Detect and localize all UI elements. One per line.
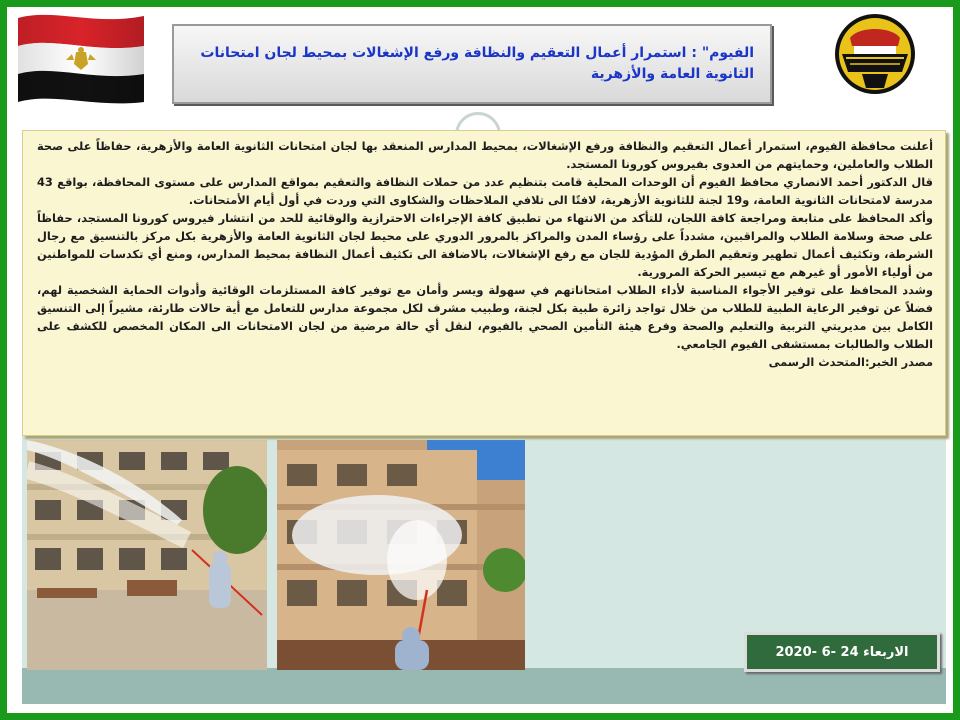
title-box: [172, 24, 772, 104]
photo-school-disinfection-1: [27, 440, 267, 670]
article-paragraph-2: قال الدكتور أحمد الانصاري محافظ الفيوم أن الوحدات المحلية قامت بتنظيم عدد من حملات النظافة والتعقيم بمواقع المدارس على مستوى المحافظة، بواقع 43 مدرسة لامتحانات الثانوية العامة، و19 لجنة للثانوية الأزهرية، لافتًا الى تلافي الملاحظات والشكاوى التي وردت في أول أيام الأمتحانات.: [37, 175, 933, 207]
page-title: الفيوم" : استمرار أعمال التعقيم والنظافة ورفع الإشغالات بمحيط لجان امتحانات الثانوية العامة والأزهرية: [200, 45, 754, 82]
photo-school-disinfection-2: [277, 440, 525, 670]
fayoum-governorate-logo: [832, 12, 918, 96]
article-paragraph-1: أعلنت محافظة الفيوم، استمرار أعمال التعقيم والنظافة ورفع الإشغالات، بمحيط المدارس المنعقد بها لجان امتحانات الثانوية العامة والأزهرية، حفاظاً على صحة الطلاب والعاملين، وحمايتهم من العدوى بفيروس كورونا المستجد.: [37, 139, 933, 171]
article-paragraph-4: وشدد المحافظ على توفير الأجواء المناسبة لأداء الطلاب امتحاناتهم في سهولة ويسر وأمان مع توفير كافة المستلزمات الوقائية وأدوات الحماية الشخصية لهم، فضلاً عن توفير الرعاية الطبية للطلاب من خلال تواجد زائرة طبية بكل لجنة، وطبيب مشرف لكل مجموعة مدارس للتعامل مع أية حالات طارئة، مشيراً إلى التنسيق الكامل بين مديريتي التربية والتعليم والصحة وفرع هيئة التأمين الصحي بالفيوم، لنقل أي حالة مرضية من لجان الامتحانات الى المكان المخصص للكشف على الطلاب والطالبات بمستشفى الفيوم الجامعي.: [37, 283, 933, 351]
bottom-strip: [22, 668, 946, 704]
egypt-flag-icon: [14, 8, 148, 104]
date-badge: [744, 632, 940, 672]
article-body: [22, 130, 946, 436]
article-paragraph-3: وأكد المحافظ على متابعة ومراجعة كافة اللجان، للتأكد من الانتهاء من تطبيق كافة الإجراءات الاحترازية والوقائية للحد من انتشار فيروس كورونا المستجد، حفاظاً على صحة وسلامة الطلاب والمراقبين، مشدداً على رؤساء المدن والمراكز بالمرور الدوري على محيط لجان الثانوية العامة والأزهرية بكل مركز بالتنسيق مع رجال الشرطة، وتكثيف أعمال تطهير وتعقيم الطرق المؤدية للجان مع رفع الإشغالات، بالاضافة الى تكثيف أعمال النظافة بمحيط المدارس، ومنع أي تكدسات للمواطنين من أولياء الأمور أو غيرهم مع تيسير الحركة المرورية.: [37, 211, 933, 279]
article-source: مصدر الخبر:المتحدث الرسمى: [768, 355, 933, 369]
article-text: [37, 137, 933, 371]
date-text: الاربعاء 24 -6 -2020: [775, 644, 909, 660]
